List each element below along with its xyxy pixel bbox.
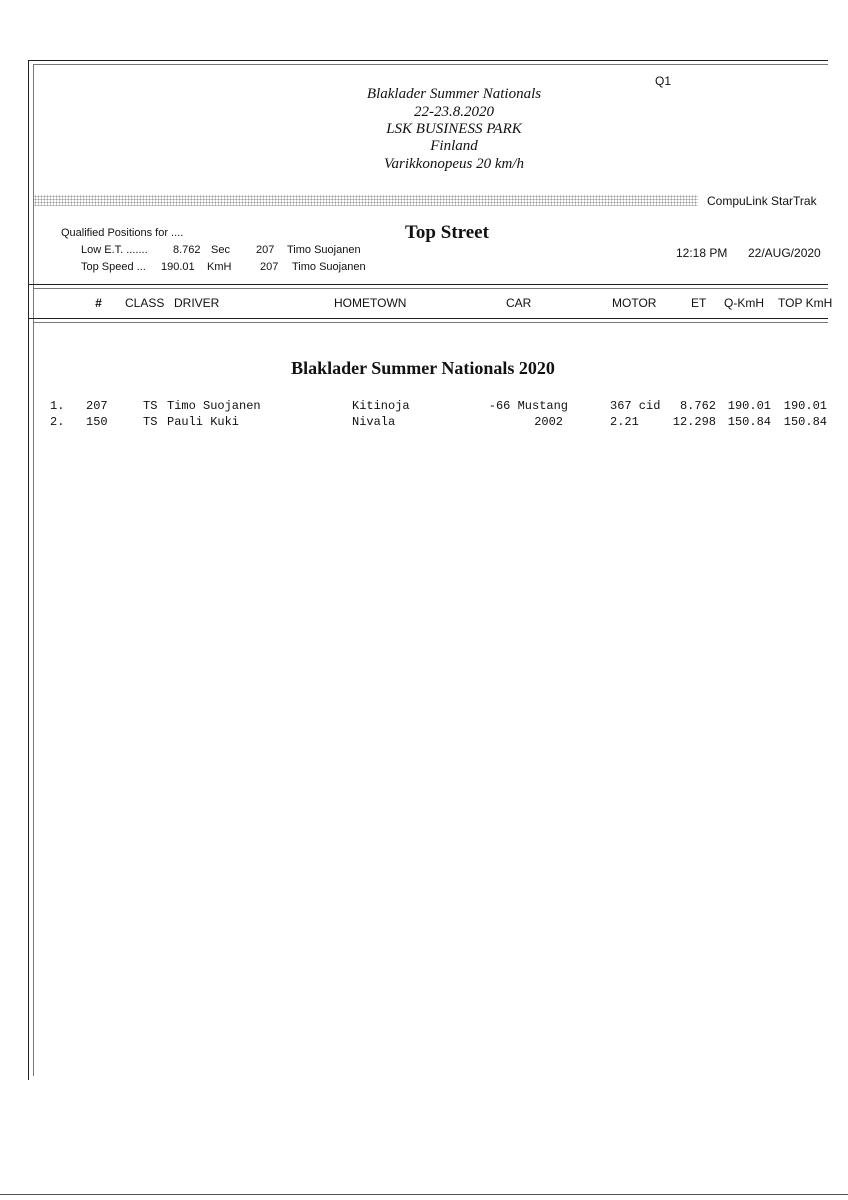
- row-motor: 2.21: [610, 415, 639, 429]
- top-speed-car: 207: [260, 261, 279, 273]
- left-border-inner: [33, 64, 34, 1076]
- low-et-unit: Sec: [211, 244, 230, 256]
- header-rule-bottom-inner: [33, 322, 828, 323]
- section-title: Blaklader Summer Nationals 2020: [291, 358, 555, 378]
- col-motor: MOTOR: [612, 296, 657, 310]
- top-speed-value: 190.01: [161, 261, 195, 273]
- left-border: [28, 60, 29, 1080]
- session-label: Q1: [655, 74, 672, 88]
- col-class: CLASS: [125, 296, 165, 310]
- col-hometown: HOMETOWN: [334, 296, 407, 310]
- report-time: 12:18 PM: [676, 246, 728, 260]
- qualified-label: Qualified Positions for ....: [61, 227, 184, 239]
- header-rule-bottom: [28, 318, 828, 319]
- report-date: 22/AUG/2020: [748, 246, 821, 260]
- row-hometown: Nivala: [352, 415, 396, 429]
- col-car: CAR: [506, 296, 532, 310]
- row-class: TS: [143, 399, 158, 413]
- row-hometown: Kitinoja: [352, 399, 410, 413]
- row-position: 2.: [50, 415, 65, 429]
- row-car: 2002: [534, 415, 563, 429]
- top-speed-unit: KmH: [207, 261, 232, 273]
- row-position: 1.: [50, 399, 65, 413]
- header-rule-top-inner: [33, 288, 828, 289]
- row-car: -66 Mustang: [488, 399, 568, 413]
- row-et: 8.762: [679, 399, 716, 413]
- col-q-kmh: Q-KmH: [724, 296, 764, 310]
- row-q-kmh: 190.01: [727, 399, 771, 413]
- top-rule: [28, 60, 828, 61]
- row-driver: Timo Suojanen: [167, 399, 261, 413]
- col-driver: DRIVER: [174, 296, 220, 310]
- col-et: ET: [691, 296, 707, 310]
- event-venue: LSK BUSINESS PARK: [386, 121, 522, 137]
- event-dates: 22-23.8.2020: [414, 104, 494, 120]
- pit-speed: Varikkonopeus 20 km/h: [384, 156, 524, 172]
- col-num: #: [95, 296, 102, 310]
- row-q-kmh: 150.84: [727, 415, 771, 429]
- top-speed-label: Top Speed ...: [81, 261, 146, 273]
- header-rule-top: [28, 284, 828, 285]
- row-et: 12.298: [672, 415, 716, 429]
- low-et-value: 8.762: [173, 244, 201, 256]
- row-number: 207: [86, 399, 108, 413]
- row-top-kmh: 150.84: [783, 415, 827, 429]
- dotted-band: [34, 195, 698, 206]
- low-et-car: 207: [256, 244, 275, 256]
- row-number: 150: [86, 415, 108, 429]
- class-title: Top Street: [405, 222, 489, 243]
- low-et-driver: Timo Suojanen: [287, 244, 361, 256]
- row-motor: 367 cid: [610, 399, 661, 413]
- top-rule-inner: [33, 64, 828, 65]
- row-driver: Pauli Kuki: [167, 415, 240, 429]
- bottom-scan-line: [0, 1194, 848, 1195]
- event-title: Blaklader Summer Nationals: [366, 86, 542, 102]
- low-et-label: Low E.T. .......: [81, 244, 148, 256]
- top-speed-driver: Timo Suojanen: [292, 261, 366, 273]
- col-top-kmh: TOP KmH: [778, 296, 833, 310]
- system-label: CompuLink StarTrak: [707, 194, 817, 208]
- event-country: Finland: [430, 138, 478, 154]
- row-class: TS: [143, 415, 158, 429]
- row-top-kmh: 190.01: [783, 399, 827, 413]
